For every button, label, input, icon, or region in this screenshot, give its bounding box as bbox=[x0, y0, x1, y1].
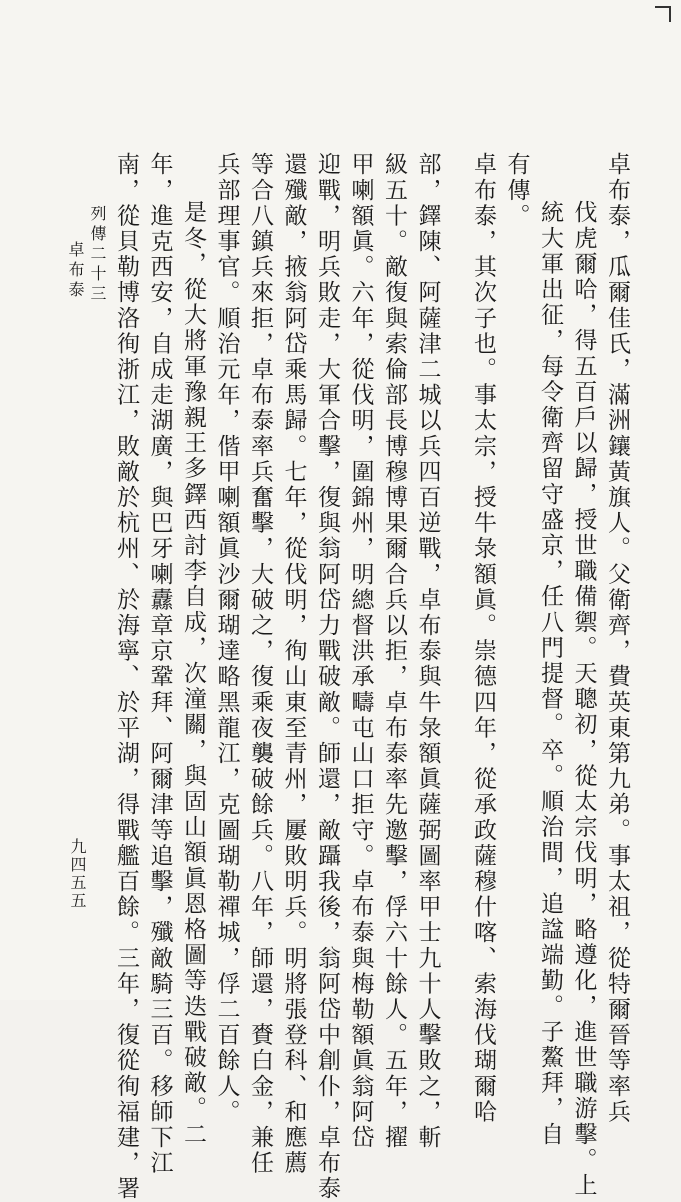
text-column: 甲喇額眞。六年，從伐明，圍錦州，明總督洪承疇屯山口拒守。卓布泰與梅勒額眞翁阿岱 bbox=[347, 152, 374, 1151]
text-column: 是冬，從大將軍豫親王多鐸西討李自成，次潼關，與固山額眞恩格圖等迭戰破敵。二 bbox=[180, 200, 206, 1148]
text-column: 卓布泰，瓜爾佳氏，滿洲鑲黃旗人。父衛齊，費英東第九弟。事太祖，從特爾晉等率兵 bbox=[604, 152, 630, 1125]
corner-crop-mark bbox=[655, 6, 671, 22]
text-column: 卓布泰，其次子也。事太宗，授牛彔額眞。崇德四年，從承政薩穆什喀、索海伐瑚爾哈 bbox=[470, 152, 496, 1125]
page-number: 九四五五 bbox=[68, 838, 87, 910]
text-column: 還殲敵，掖翁阿岱乘馬歸。七年，從伐明，徇山東至青州，屢敗明兵。明將張登科、和應薦 bbox=[280, 152, 307, 1176]
text-column: 南，從貝勒博洛徇浙江，敗敵於杭州、於海寧、於平湖，得戰艦百餘。三年，復從徇福建，署 bbox=[113, 152, 139, 1202]
running-head bbox=[64, 205, 108, 405]
text-column: 年，進克西安，自成走湖廣，與巴牙喇纛章京鞏拜、阿爾津等追擊，殲敵騎三百。移師下江 bbox=[146, 152, 173, 1176]
running-head-title: 列傳二十三 bbox=[88, 205, 107, 305]
main-text-block bbox=[109, 152, 634, 1202]
text-column: 兵部理事官。順治元年，偕甲喇額眞沙爾瑚達略黑龍江，克圖瑚勒禪城，俘二百餘人。 bbox=[213, 152, 240, 1125]
text-column: 等合八鎮兵來拒，卓布泰率兵奮擊，大破之，復乘夜襲破餘兵。八年，師還，賚白金，兼任 bbox=[247, 152, 273, 1176]
text-column: 級五十。敵復與索倫部長博穆博果爾合兵以拒，卓布泰率先邀擊，俘六十餘人。五年，擢 bbox=[381, 152, 407, 1151]
text-column: 部，鐸陳、阿薩津二城以兵四百逆戰，卓布泰與牛彔額眞薩弼圖率甲士九十人擊敗之，斬 bbox=[414, 152, 441, 1151]
text-column: 有傳。 bbox=[503, 152, 530, 229]
text-column: 統大軍出征，每令衛齊留守盛京，任八門提督。卒。順治間，追諡端勤。子鰲拜，自 bbox=[537, 200, 563, 1148]
running-head-section: 卓布泰 bbox=[66, 241, 85, 301]
text-column: 迎戰，明兵敗走，大軍合擊，復與翁阿岱力戰破敵。師還，敵躡我後，翁阿岱中創仆，卓布泰 bbox=[314, 152, 340, 1202]
text-column: 伐虎爾哈，得五百戶以歸，授世職備禦。天聰初，從太宗伐明，略遵化，進世職游擊。上 bbox=[570, 200, 597, 1199]
